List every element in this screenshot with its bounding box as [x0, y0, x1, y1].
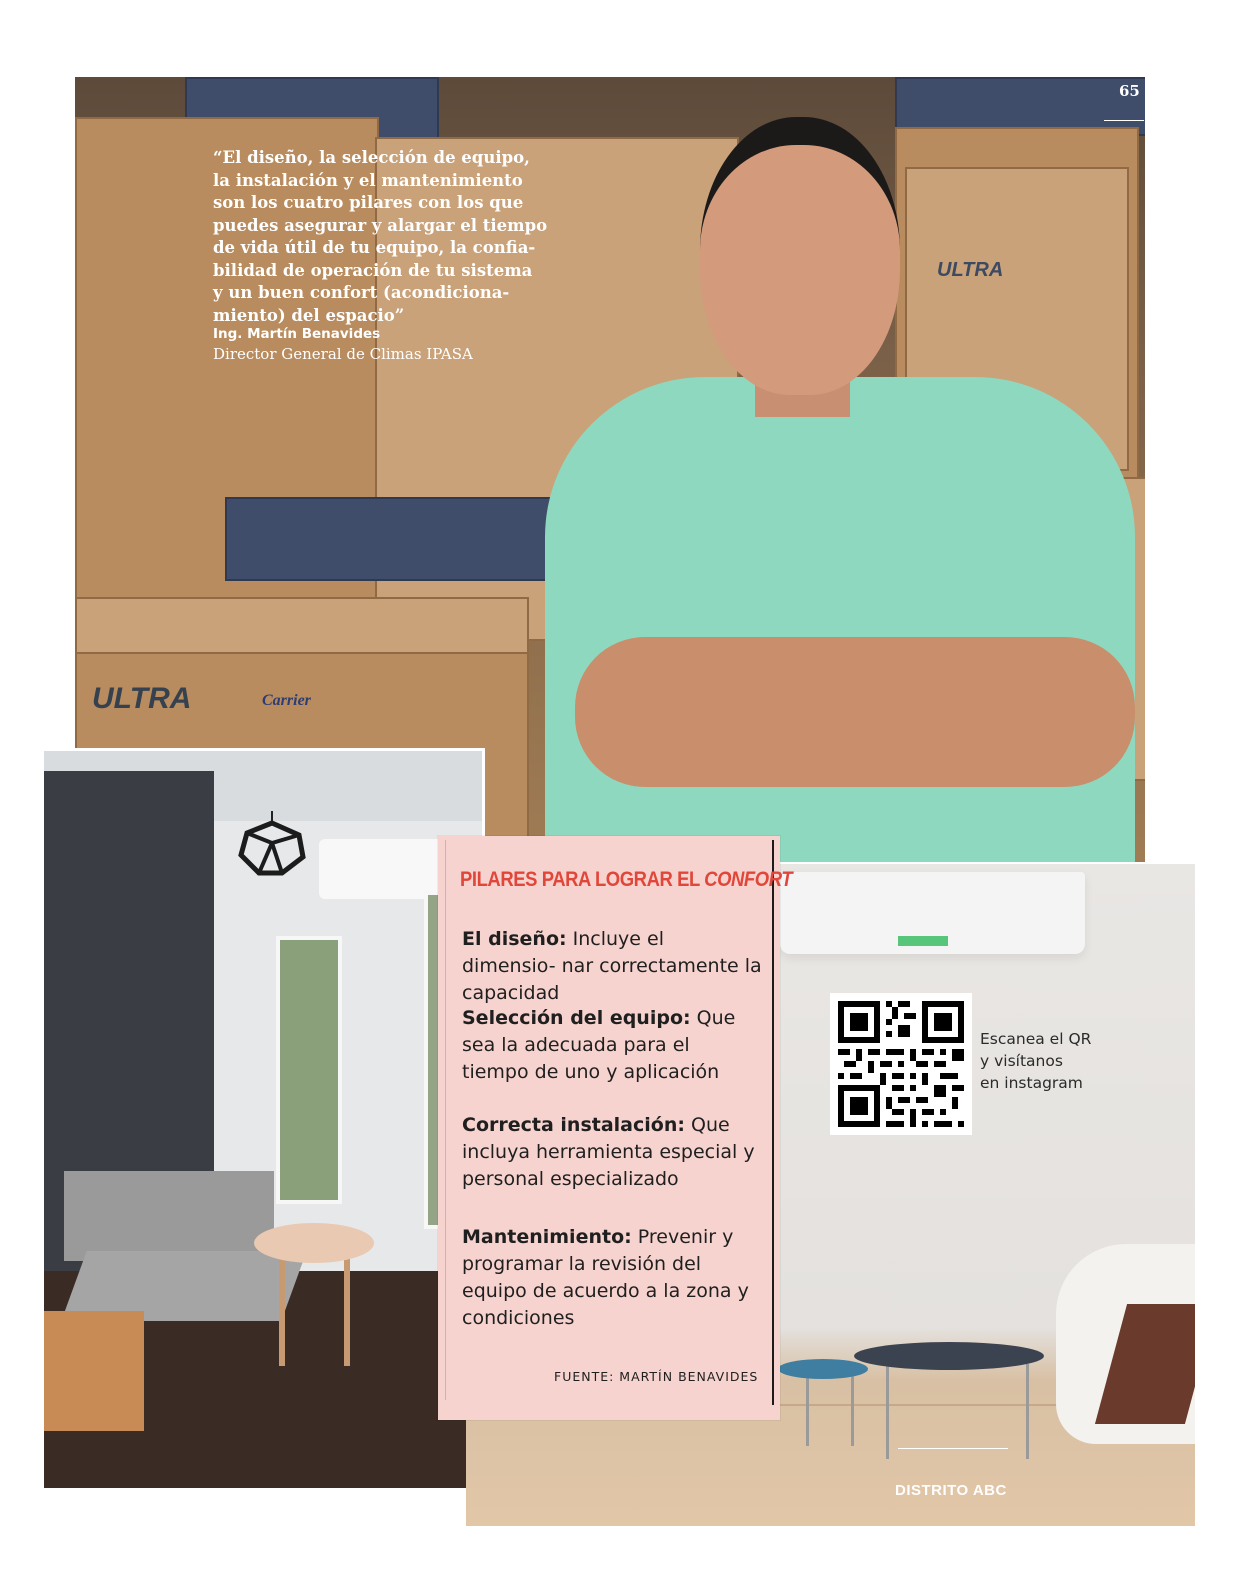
box-brand-text: ULTRA [937, 259, 1004, 281]
qr-caption [980, 1028, 1130, 1094]
table-leg [806, 1376, 809, 1446]
publication-watermark: DISTRITO ABC [895, 1482, 1007, 1499]
pendant-lamp-icon [237, 811, 307, 876]
pillar-item [462, 1005, 762, 1086]
pillar-item [462, 926, 762, 1007]
room-window [276, 936, 342, 1204]
source-credit: FUENTE: MARTÍN BENAVIDES [554, 1369, 759, 1384]
page-number: 65 [1119, 82, 1140, 100]
pillar-label: Selección del equipo: [462, 1007, 691, 1029]
quote-line: “El diseño, la selección de equipo, [213, 148, 530, 167]
hero-quote [213, 147, 593, 327]
watermark-rule [898, 1448, 1008, 1449]
pillar-text: Que sea la adecuada para el tiempo de uno y aplicación [462, 1007, 736, 1083]
table-leg [279, 1256, 285, 1366]
quote-line: miento) del espacio” [213, 305, 405, 325]
qr-caption-line: en instagram [980, 1074, 1083, 1092]
infobox-title-prefix: PILARES PARA LOGRAR EL [460, 868, 705, 891]
air-conditioner-unit [319, 839, 444, 899]
qr-caption-line: Escanea el QR [980, 1030, 1092, 1048]
quote-author: Ing. Martín Benavides [213, 326, 381, 342]
quote-line: de vida útil de tu equipo, la confia- [213, 238, 536, 257]
table-leg [851, 1376, 854, 1446]
quote-line: bilidad de operación de tu sistema [213, 260, 533, 280]
pillar-label: Mantenimiento: [462, 1226, 632, 1248]
man-shirt [545, 377, 1135, 862]
side-table [778, 1359, 868, 1379]
ac-display [898, 936, 948, 946]
room-photo [41, 748, 485, 1491]
pillar-text: Que incluya herramienta especial y personal especializado [462, 1114, 755, 1190]
box-brand-text: Carrier [262, 692, 311, 709]
table-leg [1026, 1364, 1029, 1459]
infobox-border [445, 840, 446, 1400]
infobox-title-emphasis: CONFORT [704, 868, 793, 891]
pillar-label: El diseño: [462, 928, 567, 950]
quote-line: puedes asegurar y alargar el tiempo [213, 215, 548, 235]
wood-cabinet [44, 1311, 144, 1431]
man-head [700, 117, 900, 395]
pillar-item [462, 1112, 762, 1193]
qr-code[interactable] [830, 993, 972, 1135]
hero-photo [75, 77, 1145, 862]
quote-line: y un buen confort (acondiciona- [213, 283, 510, 302]
quote-line: la instalación y el mantenimiento [213, 170, 523, 190]
infobox-border [772, 840, 774, 1405]
quote-author-role: Director General de Climas IPASA [213, 345, 473, 363]
sofa-backrest [64, 1171, 274, 1261]
background-box [225, 497, 569, 581]
man-crossed-arms [575, 637, 1135, 787]
qr-code-icon [838, 1001, 964, 1127]
round-table [254, 1223, 374, 1263]
pillar-text: Incluye el dimensio- nar correctamente la capacidad [462, 928, 762, 1004]
coffee-table [854, 1342, 1044, 1370]
pillar-label: Correcta instalación: [462, 1114, 685, 1136]
page-number-rule [1104, 120, 1144, 121]
box-brand-text: ULTRA [92, 682, 192, 715]
pillar-item [462, 1224, 762, 1332]
qr-caption-line: y visítanos [980, 1052, 1063, 1070]
table-leg [886, 1364, 889, 1459]
table-leg [344, 1256, 350, 1366]
infobox-title [460, 868, 792, 892]
pillar-text: Prevenir y programar la revisión del equipo de acuerdo a la zona y condiciones [462, 1226, 749, 1329]
quote-line: son los cuatro pilares con los que [213, 193, 524, 212]
